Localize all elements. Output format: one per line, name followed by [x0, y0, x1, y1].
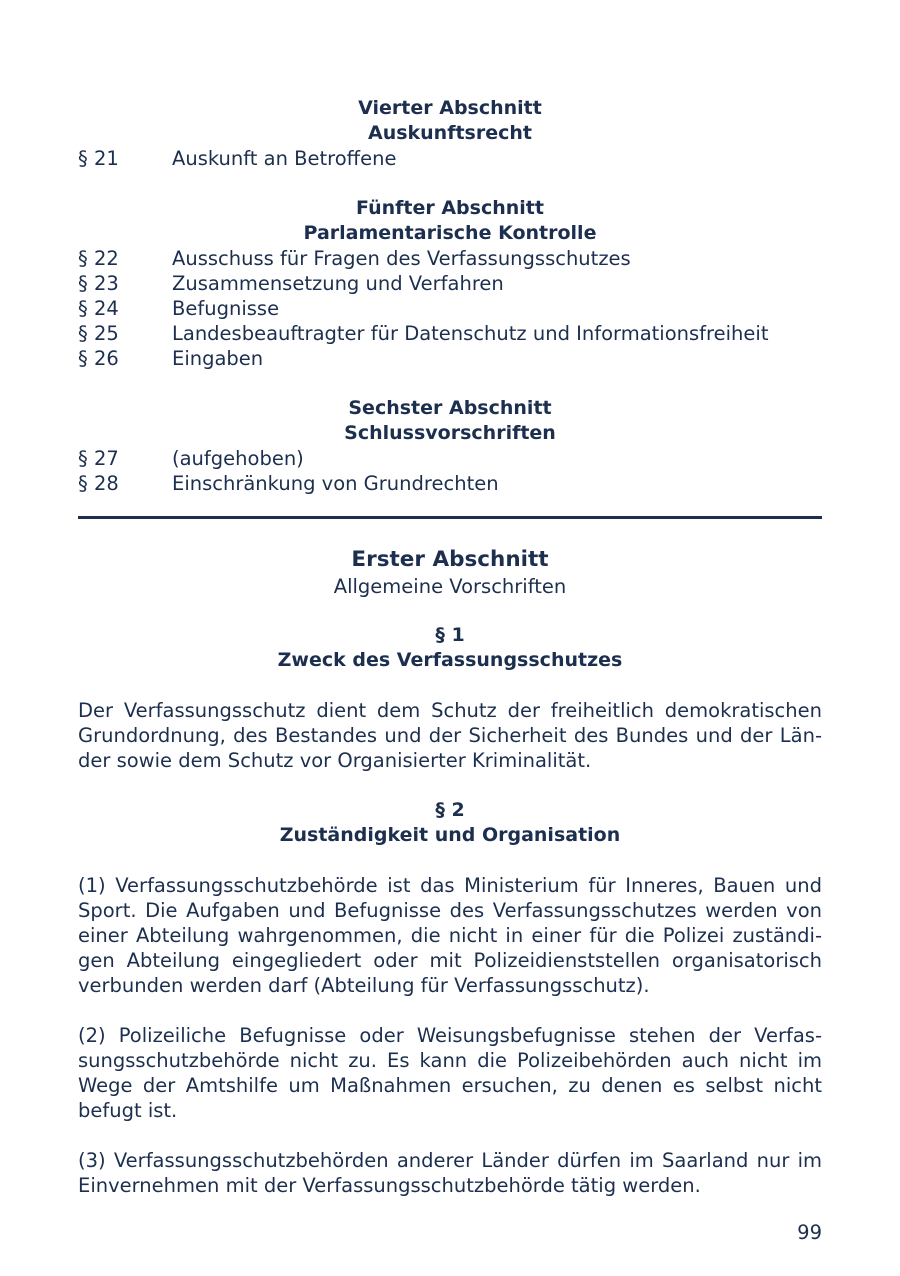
toc-item-number: § 23	[78, 272, 119, 295]
toc-section-5	[78, 196, 822, 371]
part-heading: Erster Abschnitt	[351, 547, 549, 572]
toc-section-6	[78, 396, 822, 496]
paragraph-number: § 1	[435, 624, 465, 646]
paragraph-1	[78, 623, 822, 773]
toc-item	[78, 271, 822, 296]
toc-item-title: Einschränkung von Grundrechten	[172, 472, 499, 495]
part-subheading: Allgemeine Vorschriften	[333, 575, 567, 598]
toc-section-subheading: Parlamentarische Kontrolle	[303, 222, 597, 244]
paragraph-title: Zweck des Verfassungsschutzes	[277, 649, 623, 671]
toc-item-title: Zusammensetzung und Verfahren	[172, 272, 504, 295]
toc-section-subheading: Schlussvorschriften	[344, 422, 556, 444]
toc-item	[78, 321, 822, 346]
toc-item	[78, 446, 822, 471]
toc-item-number: § 22	[78, 247, 119, 270]
toc-item-number: § 25	[78, 322, 119, 345]
table-of-contents	[78, 96, 822, 521]
paragraph-text: Der Verfassungsschutz dient dem Schutz der freiheitlich demokratischen Grundordnung, des Bestandes und der Sicherheit des Bundes und der Länder sowie dem Schutz vor Organisierter Kriminalität.	[78, 699, 822, 772]
toc-item	[78, 146, 822, 171]
toc-section-heading: Fünfter Abschnitt	[356, 197, 544, 219]
toc-section-heading: Vierter Abschnitt	[358, 97, 542, 119]
paragraph-title: Zuständigkeit und Organisation	[279, 824, 621, 846]
toc-section-subheading: Auskunftsrecht	[367, 122, 532, 144]
toc-item	[78, 346, 822, 371]
toc-item-title: Befugnisse	[172, 297, 280, 320]
toc-item	[78, 296, 822, 321]
toc-item-title: Landesbeauftragter für Datenschutz und Informationsfreiheit	[172, 322, 769, 345]
toc-item-title: (aufgehoben)	[172, 447, 304, 470]
toc-item-number: § 21	[78, 147, 119, 170]
toc-item	[78, 246, 822, 271]
page-number: 99	[797, 1221, 822, 1244]
paragraph-text: (2) Polizeiliche Befugnisse oder Weisungsbefugnisse stehen der Verfassungsschutzbehörde nicht zu. Es kann die Polizeibehörden auch nicht im Wege der Amtshilfe um Maßnahmen ersuchen, zu denen es selbst nicht befugt ist.	[78, 1024, 822, 1122]
paragraph-number: § 2	[435, 799, 465, 821]
paragraph-text: (1) Verfassungsschutzbehörde ist das Ministerium für Inneres, Bauen und Sport. Die Aufgaben und Befugnisse des Verfassungsschutzes werden von einer Abteilung wahrgenommen, die nicht in einer für die Polizei zuständigen Abteilung eingegliedert oder mit Polizeidienststellen organisatorisch verbunden werden darf (Abteilung für Verfassungsschutz).	[78, 874, 822, 997]
toc-section-heading: Sechster Abschnitt	[348, 397, 552, 419]
section-divider	[78, 516, 822, 519]
paragraph-2	[78, 798, 822, 1198]
toc-section-4	[78, 96, 822, 171]
toc-item-title: Ausschuss für Fragen des Verfassungsschutzes	[172, 247, 631, 270]
toc-item-number: § 24	[78, 297, 119, 320]
toc-item-number: § 26	[78, 347, 119, 370]
law-part-1	[78, 546, 822, 1198]
toc-item-title: Eingaben	[172, 347, 264, 370]
toc-item	[78, 471, 822, 496]
toc-item-number: § 28	[78, 472, 119, 495]
toc-item-number: § 27	[78, 447, 119, 470]
paragraph-text: (3) Verfassungsschutzbehörden anderer Länder dürfen im Saarland nur im Einvernehmen mit der Verfassungsschutzbehörde tätig werden.	[78, 1149, 822, 1197]
toc-item-title: Auskunft an Betroffene	[172, 147, 397, 170]
